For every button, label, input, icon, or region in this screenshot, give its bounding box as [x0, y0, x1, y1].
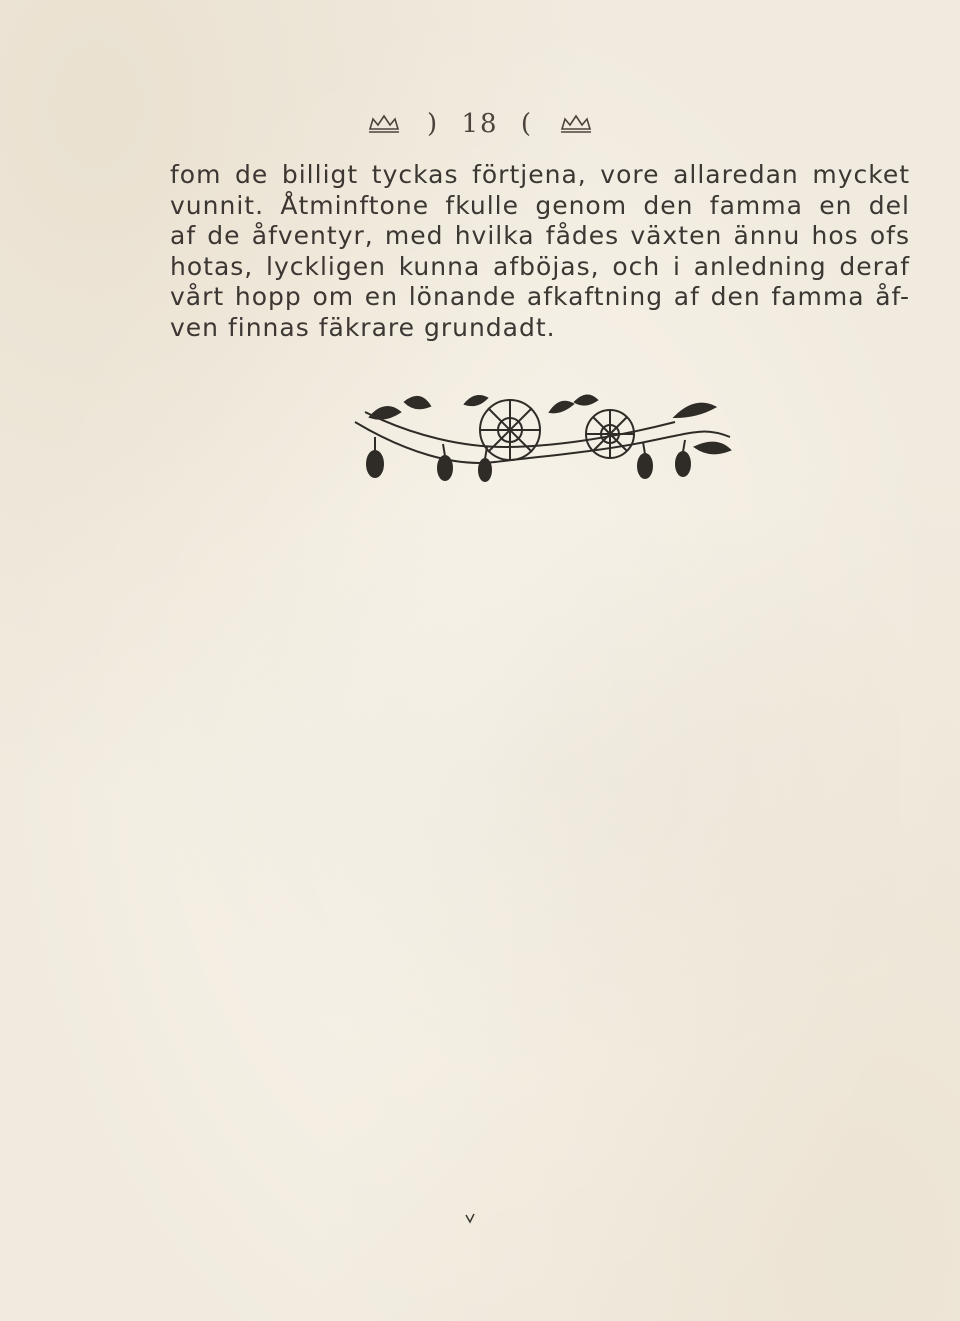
crown-ornament-right-icon [559, 113, 593, 135]
ink-speck-icon [464, 1212, 476, 1224]
floral-vignette-icon [345, 392, 735, 492]
text-line-5: vårt hopp om en lönande afkaftning af den famma åf- [170, 282, 910, 311]
text-line-1: fom de billigt tyckas förtjena, vore allaredan mycket [170, 160, 910, 189]
text-line-3: af de åfventyr, med hvilka fådes växten ännu hos ofs [170, 221, 910, 250]
text-line-4: hotas, lyckligen kunna afböjas, och i anledning deraf [170, 251, 910, 281]
header-bracket-right: ( [520, 109, 533, 139]
page-number: 18 [461, 109, 499, 139]
text-line-6: ven finnas fäkrare grundadt. [170, 312, 556, 342]
running-header [0, 108, 960, 139]
header-bracket-left: ) [427, 109, 440, 139]
body-text [170, 160, 910, 343]
reverse-side-bleed-through [140, 520, 900, 1080]
text-line-2: vunnit. Åtminftone fkulle genom den famma en del [170, 190, 910, 220]
crown-ornament-left-icon [367, 113, 401, 135]
